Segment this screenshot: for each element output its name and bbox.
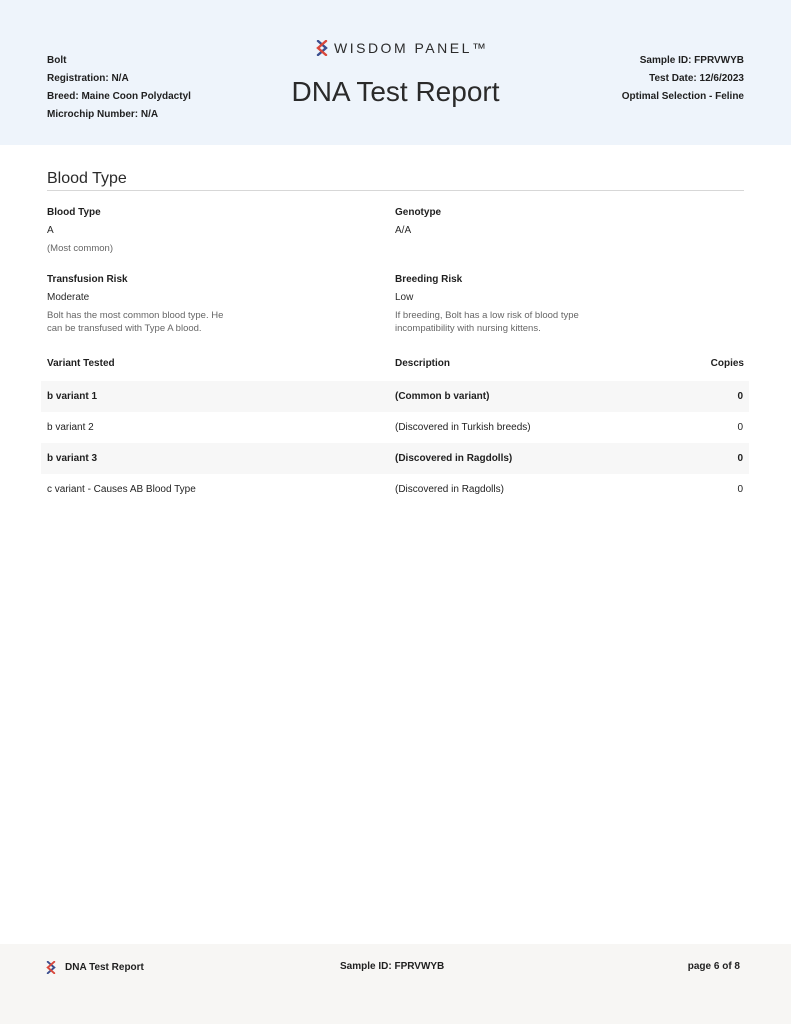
variant-name: c variant - Causes AB Blood Type	[47, 484, 196, 495]
genotype-field	[395, 206, 441, 237]
report-footer	[0, 944, 791, 1024]
table-row	[41, 381, 749, 412]
genotype-value: A/A	[395, 225, 412, 236]
brand-logo	[316, 40, 488, 56]
column-header-description: Description	[395, 358, 451, 369]
variant-description: (Discovered in Turkish breeds)	[395, 422, 531, 433]
variant-description: (Common b variant)	[395, 391, 490, 402]
brand-name: WISDOM PANEL™	[334, 40, 489, 56]
footer-sample-id: Sample ID: FPRVWYB	[340, 961, 445, 972]
table-row	[41, 474, 749, 505]
sample-info	[622, 52, 744, 106]
blood-type-value: A	[47, 225, 54, 236]
breeding-risk-value: Low	[395, 292, 414, 303]
breeding-note-line-2: incompatibility with nursing kittens.	[395, 323, 541, 334]
registration: Registration: N/A	[47, 73, 129, 84]
page-number: page 6 of 8	[687, 961, 740, 972]
breed: Breed: Maine Coon Polydactyl	[47, 91, 191, 102]
blood-type-note: (Most common)	[47, 243, 113, 254]
variant-name: b variant 1	[47, 391, 98, 402]
transfusion-risk-field	[47, 273, 223, 335]
sample-id: Sample ID: FPRVWYB	[639, 55, 744, 66]
test-date: Test Date: 12/6/2023	[649, 73, 744, 84]
breeding-risk-note	[395, 309, 579, 335]
footer-report-title: DNA Test Report	[65, 962, 144, 973]
column-header-variant: Variant Tested	[47, 358, 115, 369]
column-header-copies: Copies	[710, 358, 744, 369]
microchip-number: Microchip Number: N/A	[47, 109, 159, 120]
section-divider	[47, 190, 744, 191]
product-name: Optimal Selection - Feline	[621, 91, 744, 102]
transfusion-risk-note	[47, 309, 223, 335]
wisdom-panel-helix-icon	[46, 961, 56, 974]
breeding-risk-field	[395, 273, 579, 335]
variant-copies: 0	[737, 391, 743, 402]
section-title: Blood Type	[47, 170, 127, 187]
transfusion-risk-label: Transfusion Risk	[47, 274, 128, 285]
variant-name: b variant 3	[47, 453, 98, 464]
footer-brand	[46, 961, 144, 974]
transfusion-risk-value: Moderate	[47, 292, 90, 303]
variant-copies: 0	[737, 484, 743, 495]
breeding-risk-label: Breeding Risk	[395, 274, 463, 285]
transfusion-note-line-1: Bolt has the most common blood type. He	[47, 310, 224, 321]
blood-type-field	[47, 206, 113, 255]
report-title: DNA Test Report	[291, 76, 500, 107]
report-header	[0, 0, 791, 145]
transfusion-note-line-2: can be transfused with Type A blood.	[47, 323, 202, 334]
variant-name: b variant 2	[47, 422, 94, 433]
breeding-note-line-1: If breeding, Bolt has a low risk of blood type	[395, 310, 579, 321]
table-row	[41, 443, 749, 474]
blood-type-label: Blood Type	[47, 207, 101, 218]
variant-description: (Discovered in Ragdolls)	[395, 453, 513, 464]
variant-description: (Discovered in Ragdolls)	[395, 484, 504, 495]
pet-name: Bolt	[47, 55, 67, 66]
wisdom-panel-helix-icon	[316, 40, 328, 56]
variant-copies: 0	[737, 453, 743, 464]
genotype-label: Genotype	[395, 207, 442, 218]
variant-copies: 0	[737, 422, 743, 433]
table-row	[41, 412, 749, 443]
